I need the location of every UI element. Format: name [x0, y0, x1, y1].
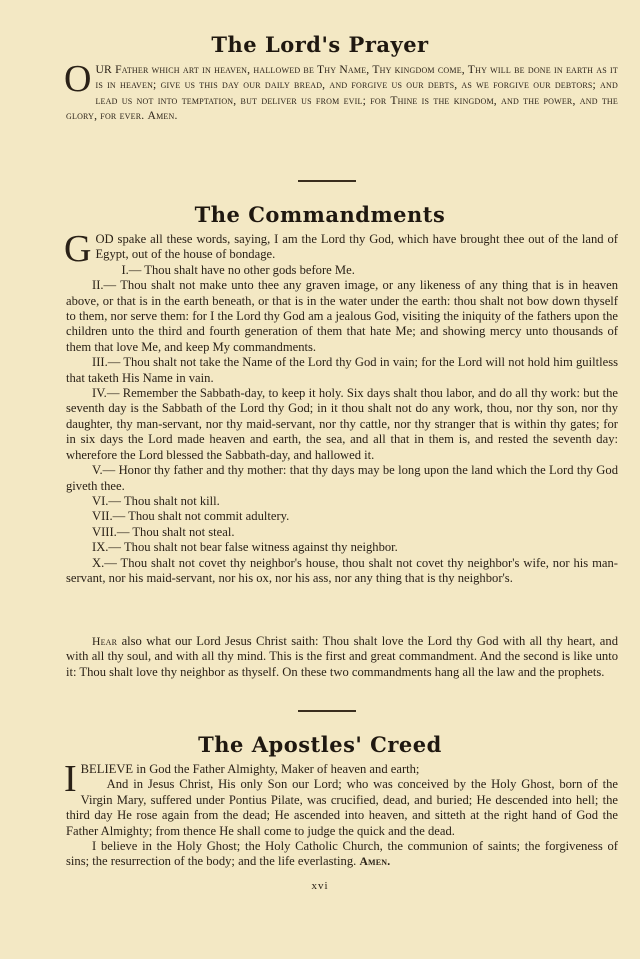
summary-lead: Hear [92, 635, 118, 648]
creed-para3: I believe in the Holy Ghost; the Holy Catholic Church, the communion of saints; the forgiveness of sins; the resurrection of the body; and the life everlasting. [66, 839, 618, 869]
creed-dropcap: I [64, 758, 77, 800]
commandments-intro: OD spake all these words, saying, I am the Lord thy God, which have brought thee out of the land of Egypt, out of the house of bondage. [95, 232, 618, 262]
creed-para2: And in Jesus Christ, His only Son our Lord; who was conceived by the Holy Ghost, born of the Virgin Mary, suffered under Pontius Pilate, was crucified, dead, and buried; He descended into hell; the third day He rose again from the dead; He ascended into heaven, and sitteth at the right hand of God the Father Almighty; from thence He shall come to judge the quick and the dead. [66, 777, 618, 838]
summary-text [66, 634, 618, 680]
lords-prayer-dropcap: O [64, 58, 92, 100]
lords-prayer-amen: Amen. [147, 109, 178, 123]
commandment-item: III.— Thou shalt not take the Name of the Lord thy God in vain; for the Lord will not hold him guiltless that taketh His Name in vain. [66, 355, 618, 385]
commandment-item: IX.— Thou shalt not bear false witness against thy neighbor. [92, 540, 398, 555]
lords-prayer-title: The Lord's Prayer [211, 32, 429, 57]
creed-text [64, 758, 618, 870]
commandments-dropcap: G [64, 228, 92, 270]
creed-amen: Amen. [359, 855, 391, 869]
divider-rule [298, 710, 356, 712]
creed-title: The Apostles' Creed [198, 732, 442, 757]
commandment-item: I.— Thou shalt have no other gods before Me. [121, 262, 355, 277]
commandment-item: II.— Thou shalt not make unto thee any graven image, or any likeness of any thing that is in heaven above, or that is in the earth beneath, or that is in the water under the earth: thou shalt not bow down thyself to them, nor serve them: for I the Lord thy God am a jealous God, visiting the iniquity of the fathers upon the children unto the third and fourth generation of them that hate Me; and showing mercy unto thousands of them that love Me, and keep My commandments. [66, 278, 618, 354]
creed-line1: BELIEVE in God the Father Almighty, Maker of heaven and earth; [80, 762, 420, 776]
summary-body: also what our Lord Jesus Christ saith: Thou shalt love the Lord thy God with all thy heart, and with all thy soul, and with all thy mind. This is the first and great commandment. And the second is like unto it: Thou shalt love thy neighbor as thyself. On these two commandments hang all the law and the prophets. [66, 634, 618, 679]
commandments-text [64, 228, 618, 586]
commandments-title: The Commandments [194, 202, 446, 227]
page-number: xvi [311, 880, 329, 892]
commandment-item: VI.— Thou shalt not kill. [92, 493, 220, 508]
commandment-item: IV.— Remember the Sabbath-day, to keep it holy. Six days shalt thou labor, and do all thy work: but the seventh day is the Sabbath of the Lord thy God; in it thou shalt not do any work, thou, nor thy son, nor thy daughter, thy man-servant, nor thy maid-servant, nor thy cattle, nor thy stranger that is within thy gates; for in six days the Lord made heaven and earth, the sea, and all that in them is, and rested the seventh day: wherefore the Lord blessed the Sabbath-day, and hallowed it. [66, 386, 618, 462]
divider-rule [298, 180, 356, 182]
commandment-item: V.— Honor thy father and thy mother: that thy days may be long upon the land which the Lord thy God giveth thee. [66, 463, 618, 493]
lords-prayer-body: UR Father which art in heaven, hallowed be Thy Name, Thy kingdom come, Thy will be done in earth as it is in heaven; give us this day our daily bread, and forgive us our debts, as we forgive our debtors; and lead us not into temptation, but deliver us from evil; for Thine is the kingdom, and the power, and the glory, for ever. [66, 63, 618, 123]
commandment-item: VII.— Thou shalt not commit adultery. [92, 509, 290, 524]
commandment-item: X.— Thou shalt not covet thy neighbor's house, thou shalt not covet thy neighbor's wife, nor his man-servant, nor his maid-servant, nor his ox, nor his ass, nor any thing that is thy neighbor's. [66, 555, 618, 585]
commandment-item: VIII.— Thou shalt not steal. [92, 524, 235, 539]
lords-prayer-text [64, 58, 618, 124]
